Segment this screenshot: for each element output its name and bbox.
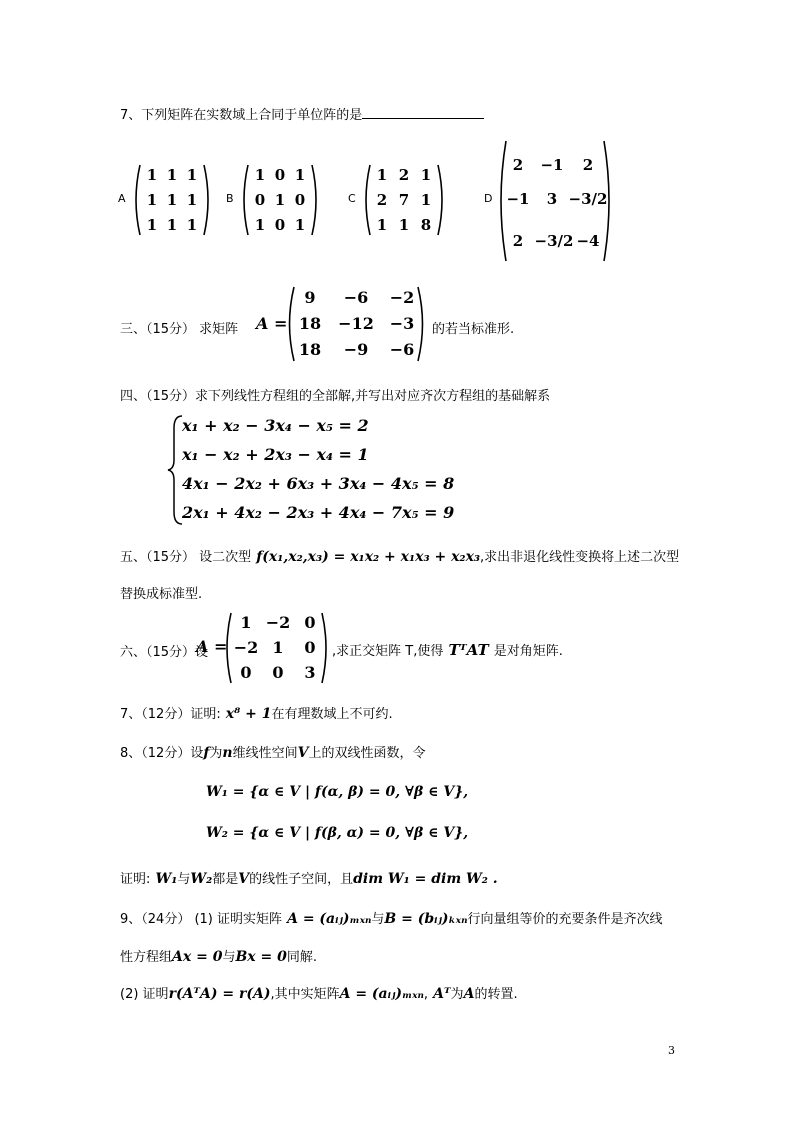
s4-eq-1: x₁ + x₂ − 3x₄ − x₅ = 2 (182, 416, 369, 435)
option-c-label: C (348, 192, 356, 205)
s3-r2c2: −6 (389, 340, 415, 359)
c-r1c0: 2 (376, 191, 388, 209)
d-r2c2: −4 (576, 232, 600, 250)
b-r0c0: 1 (254, 166, 266, 184)
s6-expr: TᵀAT (448, 641, 489, 659)
s7-line (120, 703, 393, 722)
s3-r0c0: 9 (304, 288, 316, 307)
s5-line-2: 替换成标准型. (120, 587, 203, 602)
s5-prefix: 五、（15分） 设二次型 (120, 550, 252, 565)
option-d-label: D (484, 192, 493, 205)
b-r1c2: 0 (294, 191, 306, 209)
b-r2c2: 1 (294, 216, 306, 234)
s8-n: n (222, 745, 233, 761)
s9-a2: A = (aᵢⱼ)ₘₓₙ (339, 986, 424, 1002)
q7-answer-blank (362, 106, 484, 119)
s8-conclusion (120, 868, 498, 887)
s3-r2c1: −9 (343, 340, 369, 359)
c-r2c0: 1 (376, 216, 388, 234)
s8-w1: W₁ = {α ∈ V | f(α, β) = 0, ∀β ∈ V}, (206, 784, 469, 800)
s9-rank: r(AᵀA) = r(A) (168, 986, 271, 1002)
s8-c4: W₂ (190, 871, 213, 887)
b-r2c1: 0 (274, 216, 286, 234)
s8-c1: 证明: (120, 872, 151, 887)
a-r0c1: 1 (166, 166, 178, 184)
s8-f: f (203, 745, 210, 761)
c-r1c1: 7 (398, 191, 410, 209)
s8-c5: 都是 (212, 872, 239, 887)
s8-p2: 为 (209, 746, 223, 761)
d-r0c2: 2 (582, 156, 594, 174)
s8-w2: W₂ = {α ∈ V | f(β, α) = 0, ∀β ∈ V}, (206, 825, 469, 841)
d-r2c1: −3/2 (534, 232, 574, 250)
a-r1c0: 1 (146, 191, 158, 209)
b-r1c1: 1 (274, 191, 286, 209)
s3-r0c2: −2 (389, 288, 415, 307)
c-r2c1: 1 (398, 216, 410, 234)
b-r1c0: 0 (254, 191, 266, 209)
d-r2c0: 2 (512, 232, 524, 250)
s9-p1: 9、（24分） (1) 证明实矩阵 (120, 912, 282, 927)
s6-r0c2: 0 (304, 613, 316, 632)
s4-text: 四、（15分）求下列线性方程组的全部解,并写出对应齐次方程组的基础解系 (120, 389, 551, 404)
c-r1c2: 1 (420, 191, 432, 209)
s8-V: V (297, 745, 309, 761)
s3-r2c0: 18 (298, 340, 322, 359)
s6-prefix: 六、（15分）设 (120, 645, 209, 660)
s9-line-2 (120, 946, 317, 965)
s6-r0c0: 1 (240, 613, 252, 632)
a-r1c1: 1 (166, 191, 178, 209)
d-r1c0: −1 (506, 190, 530, 208)
d-r0c1: −1 (540, 156, 564, 174)
s6-r2c0: 0 (240, 663, 252, 682)
s6-mid: ,求正交矩阵 T,使得 (332, 644, 444, 659)
s6-r1c1: 1 (272, 638, 284, 657)
s6-var: A = (196, 637, 228, 656)
a-r2c0: 1 (146, 216, 158, 234)
c-r0c2: 1 (420, 166, 432, 184)
s9-p2: 与 (371, 912, 385, 927)
s9-l3a: (2) 证明 (120, 987, 169, 1002)
b-r0c1: 0 (274, 166, 286, 184)
s7-suffix: 在有理数域上不可约. (271, 707, 393, 722)
s5-line-1 (120, 546, 679, 565)
option-a-matrix (132, 162, 222, 238)
d-r1c2: −3/2 (568, 190, 608, 208)
s9-l3e: 的转置. (474, 987, 518, 1002)
s5-suffix: ,求出非退化线性变换将上述二次型 (480, 550, 680, 565)
option-c-matrix (362, 162, 458, 238)
s9-a3: A (463, 986, 475, 1002)
s9-b: B = (bᵢⱼ)ₖₓₙ (384, 911, 468, 927)
c-r2c2: 8 (420, 216, 432, 234)
a-r0c2: 1 (186, 166, 198, 184)
s6-tail (332, 640, 563, 659)
d-r1c1: 3 (546, 190, 558, 208)
option-a-label: A (118, 192, 126, 205)
s6-matrix (222, 610, 332, 686)
s8-p4: 上的双线性函数，令 (308, 746, 426, 761)
s8-p1: 8、（12分）设 (120, 746, 204, 761)
s8-c3: 与 (177, 872, 191, 887)
c-r0c1: 2 (398, 166, 410, 184)
a-r0c0: 1 (146, 166, 158, 184)
q7-text: 7、下列矩阵在实数域上合同于单位阵的是 (120, 108, 363, 123)
a-r2c1: 1 (166, 216, 178, 234)
option-b-matrix (240, 162, 330, 238)
s9-l2b: 与 (222, 950, 236, 965)
d-r0c0: 2 (512, 156, 524, 174)
s7-prefix: 7、（12分）证明: (120, 707, 221, 722)
s9-bx: Bx = 0 (235, 949, 287, 965)
a-r1c2: 1 (186, 191, 198, 209)
s6-suffix: 是对角矩阵. (493, 644, 563, 659)
s3-prefix: 三、（15分） 求矩阵 (120, 322, 239, 337)
s3-r1c2: −3 (389, 314, 415, 333)
s3-suffix: 的若当标准形. (432, 322, 515, 337)
s9-l3c: , (423, 987, 429, 1002)
s3-matrix (284, 284, 434, 364)
a-r2c2: 1 (186, 216, 198, 234)
s6-r2c2: 3 (304, 663, 316, 682)
s9-line-3 (120, 983, 518, 1002)
s6-r2c1: 0 (272, 663, 284, 682)
page-number: 3 (668, 1044, 675, 1057)
s9-l3b: ,其中实矩阵 (270, 987, 340, 1002)
s4-eq-2: x₁ − x₂ + 2x₃ − x₄ = 1 (182, 445, 369, 464)
s6-r1c2: 0 (304, 638, 316, 657)
c-r0c0: 1 (376, 166, 388, 184)
s3-r1c1: −12 (338, 314, 374, 333)
s9-l2a: 性方程组 (120, 950, 173, 965)
s3-var: A = (256, 314, 288, 333)
s6-r1c0: −2 (233, 638, 259, 657)
option-d-matrix (496, 138, 626, 264)
s9-p3: 行向量组等价的充要条件是齐次线 (467, 912, 663, 927)
s8-c2: W₁ (155, 871, 178, 887)
s8-c6: V (238, 871, 250, 887)
s7-expr: x⁸ + 1 (225, 706, 272, 722)
b-r0c2: 1 (294, 166, 306, 184)
b-r2c0: 1 (254, 216, 266, 234)
s5-formula: f(x₁,x₂,x₃) = x₁x₂ + x₁x₃ + x₂x₃ (256, 549, 481, 565)
s3-r1c0: 18 (298, 314, 322, 333)
s9-l2c: 同解. (286, 950, 318, 965)
s8-p3: 维线性空间 (232, 746, 298, 761)
q7-prompt (120, 104, 484, 123)
s9-ax: Ax = 0 (172, 949, 223, 965)
s9-at: Aᵀ (433, 986, 451, 1002)
s4-eq-3: 4x₁ − 2x₂ + 6x₃ + 3x₄ − 4x₅ = 8 (182, 474, 455, 493)
s8-line-1 (120, 742, 425, 761)
s9-line-1 (120, 908, 663, 927)
s6-r0c1: −2 (265, 613, 291, 632)
option-b-label: B (226, 192, 234, 205)
s9-l3d: 为 (450, 987, 464, 1002)
s4-eq-4: 2x₁ + 4x₂ − 2x₃ + 4x₄ − 7x₅ = 9 (182, 503, 455, 522)
s3-r0c1: −6 (343, 288, 369, 307)
s9-a: A = (aᵢⱼ)ₘₓₙ (287, 911, 372, 927)
s8-c7: 的线性子空间，且 (249, 872, 354, 887)
s8-c8: dim W₁ = dim W₂ . (353, 871, 498, 887)
